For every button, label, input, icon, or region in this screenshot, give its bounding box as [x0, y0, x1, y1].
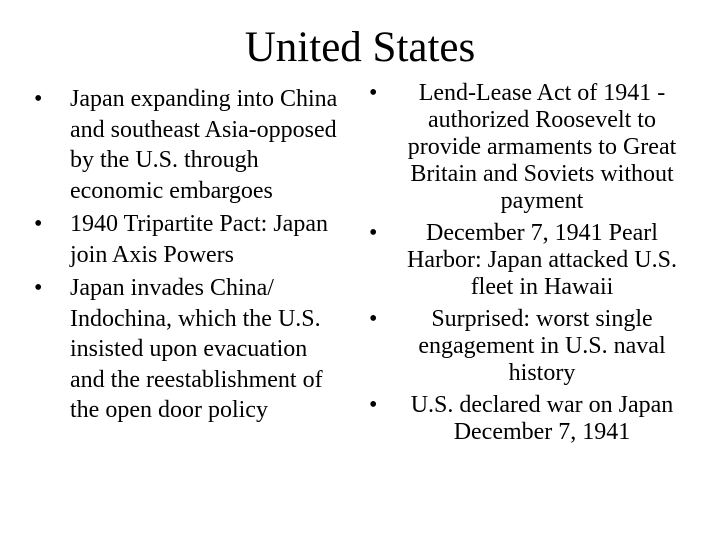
list-item: [369, 306, 689, 387]
right-bullet-list: [369, 80, 689, 451]
list-item: [34, 209, 344, 270]
bullet-text: Surprised: worst single engagement in U.S. naval history: [418, 306, 666, 386]
list-item: [369, 80, 689, 215]
bullet-text: U.S. declared war on Japan December 7, 1941: [410, 392, 674, 445]
bullet-text: Japan expanding into China and southeast Asia-opposed by the U.S. through economic embargoes: [70, 86, 338, 204]
bullet-text: Japan invades China/ Indochina, which the U.S. insisted upon evacuation and the reestablishment of the open door policy: [70, 275, 323, 423]
bullet-icon: •: [369, 306, 378, 332]
list-item: [34, 273, 344, 426]
bullet-text: 1940 Tripartite Pact: Japan join Axis Powers: [70, 211, 328, 268]
bullet-text: Lend-Lease Act of 1941 -authorized Roosevelt to provide armaments to Great Britain and Soviets without payment: [407, 80, 677, 214]
bullet-icon: •: [369, 392, 378, 418]
bullet-text: December 7, 1941 Pearl Harbor: Japan attacked U.S. fleet in Hawaii: [407, 220, 677, 300]
slide-title: United States: [244, 24, 476, 71]
left-bullet-list: [34, 84, 344, 429]
list-item: [34, 84, 344, 206]
bullet-icon: •: [369, 80, 378, 106]
bullet-icon: •: [34, 86, 43, 112]
bullet-icon: •: [34, 211, 43, 237]
list-item: [369, 392, 689, 446]
bullet-icon: •: [369, 220, 378, 246]
list-item: [369, 220, 689, 301]
bullet-icon: •: [34, 275, 43, 301]
